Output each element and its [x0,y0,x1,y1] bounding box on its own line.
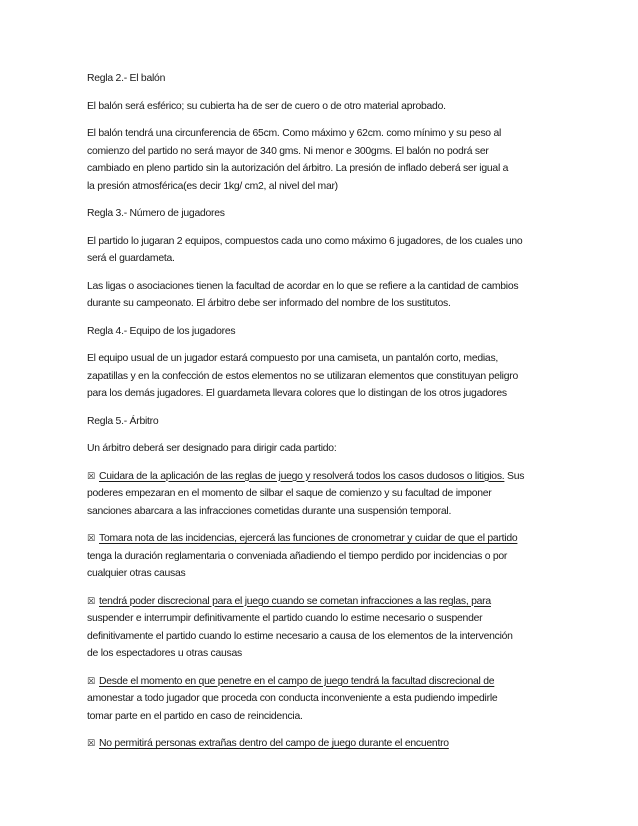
text-line [87,593,557,611]
underlined-text: tendrá poder discrecional para el juego cuando se cometan infracciones a las reglas, para [99,595,491,607]
text-line: para los demás jugadores. El guardameta llevara colores que lo distingan de los otros jugadores [87,388,507,399]
underlined-text: Desde el momento en que penetre en el campo de juego tendrá la facultad discrecional de [99,675,495,687]
text-line: sanciones abarcara a las infracciones cometidas durante una suspensión temporal. [87,505,452,517]
checkbox-x-icon: ☒ [87,470,95,481]
rule5-heading: Regla 5.- Árbitro [87,415,159,427]
text-line: será el guardameta. [87,253,175,264]
text-line: la presión atmosférica(es decir 1kg/ cm2, al nivel del mar) [87,180,338,192]
text-line: de los espectadores u otras causas [87,648,242,659]
rule5-intro: Un árbitro deberá ser designado para dirigir cada partido: [87,443,337,454]
text-line: El balón tendrá una circunferencia de 65cm. Como máximo y 62cm. como mínimo y su peso al [87,128,502,139]
rule2-paragraph-1: El balón será esférico; su cubierta ha de ser de cuero o de otro material aprobado. [87,100,446,112]
text-line: suspender e interrumpir definitivamente el partido cuando lo estime necesario o suspender [87,613,483,624]
rule5-item-3 [87,593,557,663]
text-line: zapatillas y en la confección de estos elementos no se utilizaran elementos que constituyan peligro [87,370,518,382]
text-line: cambiado en pleno partido sin la autorización del árbitro. La presión de inflado deberá ser igual a [87,163,509,174]
text-line: durante su campeonato. El árbitro debe ser informado del nombre de los sustitutos. [87,298,451,309]
text-line: Las ligas o asociaciones tienen la facultad de acordar en lo que se refiere a la cantidad de cambios [87,280,519,292]
rule5-item-2 [87,530,557,583]
text-line: comienzo del partido no será mayor de 340 gms. Ni menor e 300gms. El balón no podrá ser [87,145,489,157]
text-line [87,735,557,753]
text-line: cualquier otras causas [87,568,186,579]
text-run: Sus [504,470,525,482]
rule3-paragraph-1 [87,233,557,268]
rule5-item-5 [87,735,557,753]
checkbox-x-icon: ☒ [87,533,95,543]
rule2-heading: Regla 2.- El balón [87,73,166,84]
text-line: tenga la duración reglamentaria o conveniada añadiendo el tiempo perdido por incidencias o por [87,550,508,562]
text-line [87,468,557,486]
text-line: poderes empezaran en el momento de silbar el saque de comienzo y su facultad de imponer [87,488,492,499]
checkbox-x-icon: ☒ [87,738,95,748]
checkbox-x-icon: ☒ [87,675,95,686]
rule5-item-1 [87,468,557,521]
rule3-heading: Regla 3.- Número de jugadores [87,208,225,219]
rule4-paragraph-1 [87,350,557,403]
text-line: amonestar a todo jugador que proceda con conducta inconveniente a esta pudiendo impedirle [87,693,498,704]
checkbox-x-icon: ☒ [87,595,95,606]
document-body [87,70,557,763]
text-line: definitivamente el partido cuando lo estime necesario a causa de los elementos de la intervención [87,630,513,642]
underlined-text: No permitirá personas extrañas dentro del campo de juego durante el encuentro [99,738,449,749]
rule4-heading: Regla 4.- Equipo de los jugadores [87,325,236,337]
text-line [87,673,557,691]
text-line [87,530,557,548]
underlined-text: Tomara nota de las incidencias, ejercerá las funciones de cronometrar y cuidar de que el partido [99,533,518,544]
text-line: tomar parte en el partido en caso de reincidencia. [87,710,303,722]
rule3-paragraph-2 [87,278,557,313]
rule5-item-4 [87,673,557,726]
rule2-paragraph-2 [87,125,557,195]
text-line: El equipo usual de un jugador estará compuesto por una camiseta, un pantalón corto, medias, [87,353,499,364]
underlined-text: Cuidara de la aplicación de las reglas de juego y resolverá todos los casos dudosos o litigios. [99,470,505,482]
text-line: El partido lo jugaran 2 equipos, compuestos cada uno como máximo 6 jugadores, de los cuales uno [87,235,523,247]
